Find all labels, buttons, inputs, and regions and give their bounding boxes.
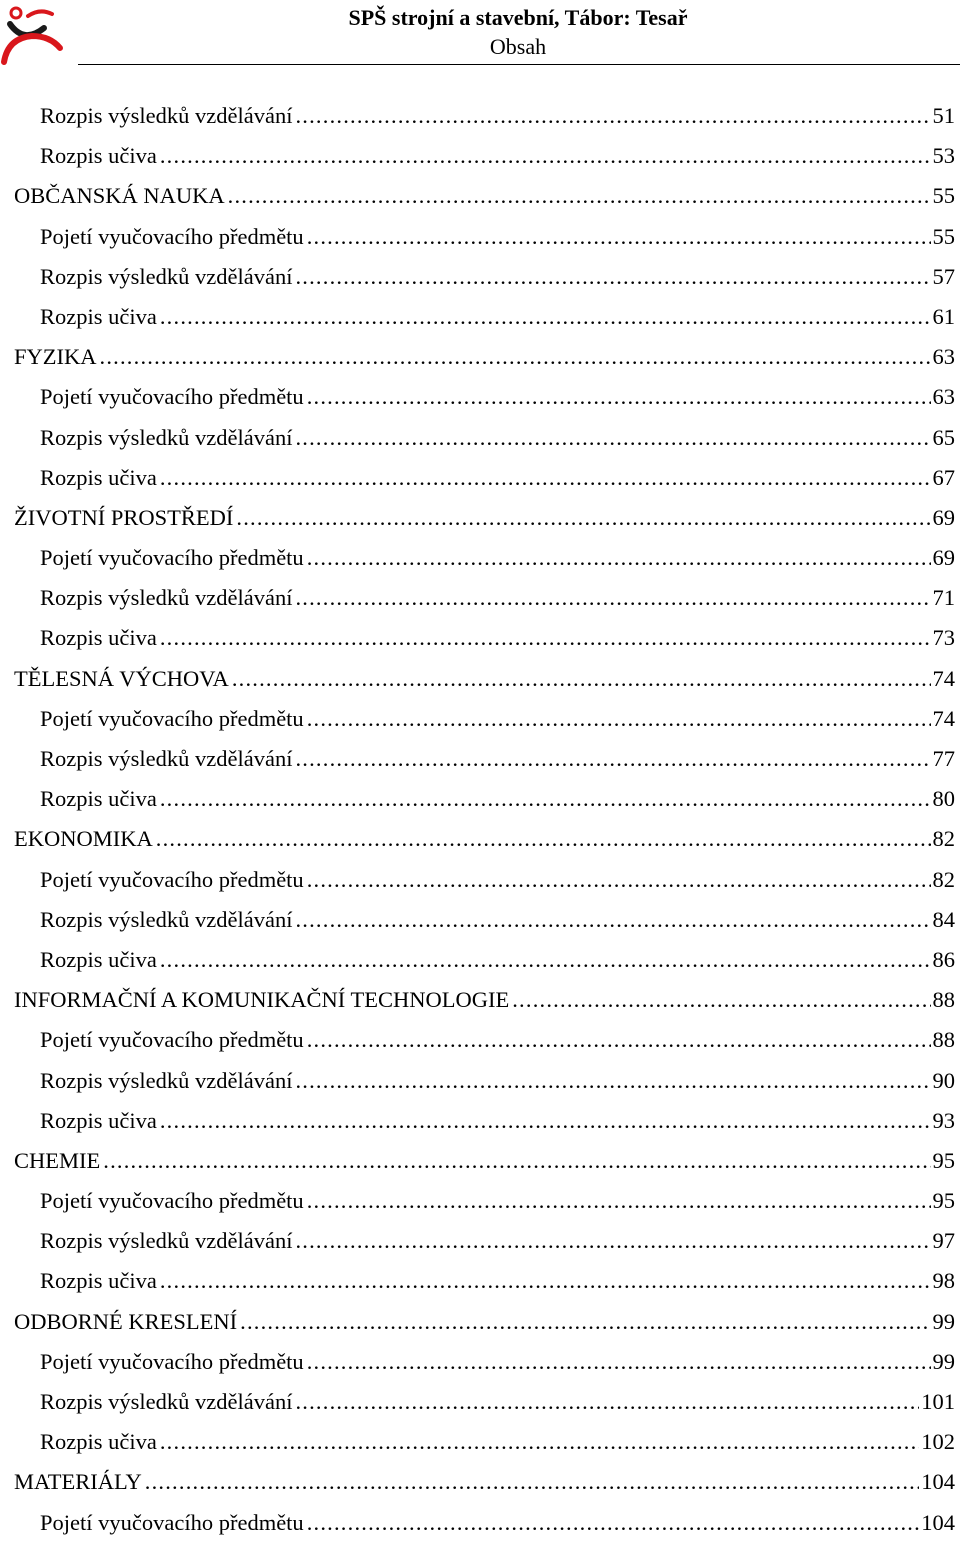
- toc-page-number[interactable]: 65: [932, 424, 955, 450]
- toc-entry-subsection[interactable]: [0, 297, 960, 337]
- toc-entry-subsection[interactable]: [0, 377, 960, 417]
- toc-entry-section[interactable]: [0, 337, 960, 377]
- toc-entry-label[interactable]: Rozpis učiva: [40, 143, 157, 169]
- toc-dot-leader: [307, 538, 931, 578]
- toc-page-number[interactable]: 61: [932, 303, 955, 329]
- toc-entry-label[interactable]: Pojetí vyučovacího předmětu: [40, 545, 304, 571]
- toc-page-number[interactable]: 63: [932, 344, 955, 370]
- toc-entry-label[interactable]: Rozpis výsledků vzdělávání: [40, 906, 293, 932]
- toc-dot-leader: [160, 136, 931, 176]
- toc-entry-subsection[interactable]: [0, 257, 960, 297]
- toc-page-number[interactable]: 53: [932, 143, 955, 169]
- toc-entry-label[interactable]: TĚLESNÁ VÝCHOVA: [14, 665, 229, 691]
- toc-entry-subsection[interactable]: [0, 96, 960, 136]
- toc-entry-subsection[interactable]: [0, 136, 960, 176]
- toc-dot-leader: [295, 1221, 930, 1261]
- toc-entry-label[interactable]: Rozpis výsledků vzdělávání: [40, 1228, 293, 1254]
- toc-dot-leader: [236, 498, 930, 538]
- toc-dot-leader: [160, 940, 931, 980]
- school-logo-icon: [0, 4, 66, 66]
- toc-dot-leader: [160, 1422, 919, 1462]
- toc-dot-leader: [160, 458, 931, 498]
- toc-page-number[interactable]: 84: [932, 906, 955, 932]
- toc-entry-subsection[interactable]: [0, 1342, 960, 1382]
- toc-entry-subsection[interactable]: [0, 1181, 960, 1221]
- toc-page-number[interactable]: 99: [932, 1348, 955, 1374]
- toc-entry-label[interactable]: Pojetí vyučovacího předmětu: [40, 705, 304, 731]
- toc-dot-leader: [307, 377, 931, 417]
- toc-page-number[interactable]: 90: [932, 1067, 955, 1093]
- toc-entry-label[interactable]: OBČANSKÁ NAUKA: [14, 183, 225, 209]
- toc-entry-label[interactable]: Rozpis výsledků vzdělávání: [40, 585, 293, 611]
- toc-page-number[interactable]: 104: [921, 1469, 955, 1495]
- toc-entry-label[interactable]: Rozpis učiva: [40, 303, 157, 329]
- toc-page-number[interactable]: 82: [932, 866, 955, 892]
- toc-entry-subsection[interactable]: [0, 1422, 960, 1462]
- toc-dot-leader: [160, 618, 931, 658]
- toc-entry-section[interactable]: [0, 980, 960, 1020]
- toc-entry-subsection[interactable]: [0, 739, 960, 779]
- toc-page-number[interactable]: 82: [932, 826, 955, 852]
- toc-entry-subsection[interactable]: [0, 699, 960, 739]
- toc-entry-subsection[interactable]: [0, 1061, 960, 1101]
- toc-dot-leader: [295, 96, 930, 136]
- toc-dot-leader: [307, 699, 931, 739]
- toc-entry-label[interactable]: ODBORNÉ KRESLENÍ: [14, 1308, 238, 1334]
- toc-dot-leader: [295, 1382, 919, 1422]
- toc-entry-label[interactable]: Pojetí vyučovacího předmětu: [40, 1348, 304, 1374]
- toc-entry-label[interactable]: MATERIÁLY: [14, 1469, 142, 1495]
- toc-entry-subsection[interactable]: [0, 418, 960, 458]
- toc-entry-section[interactable]: [0, 659, 960, 699]
- toc-page-number[interactable]: 55: [932, 223, 955, 249]
- toc-page-number[interactable]: 69: [932, 504, 955, 530]
- toc-entry-section[interactable]: [0, 1462, 960, 1502]
- toc-entry-label[interactable]: ŽIVOTNÍ PROSTŘEDÍ: [14, 504, 234, 530]
- toc-page-number[interactable]: 69: [932, 545, 955, 571]
- toc-page-number[interactable]: 86: [932, 946, 955, 972]
- toc-dot-leader: [160, 297, 931, 337]
- toc-dot-leader: [307, 1020, 931, 1060]
- header-divider: [78, 64, 960, 65]
- toc-dot-leader: [307, 860, 931, 900]
- toc-dot-leader: [307, 1342, 931, 1382]
- toc-page-number[interactable]: 98: [932, 1268, 955, 1294]
- table-of-contents: [0, 96, 960, 1543]
- toc-dot-leader: [100, 337, 931, 377]
- toc-page-number[interactable]: 63: [932, 384, 955, 410]
- toc-entry-label[interactable]: INFORMAČNÍ A KOMUNIKAČNÍ TECHNOLOGIE: [14, 987, 510, 1013]
- toc-entry-subsection[interactable]: [0, 900, 960, 940]
- toc-entry-subsection[interactable]: [0, 940, 960, 980]
- toc-page-number[interactable]: 93: [932, 1107, 955, 1133]
- toc-entry-subsection[interactable]: [0, 779, 960, 819]
- toc-dot-leader: [240, 1302, 930, 1342]
- toc-dot-leader: [160, 779, 931, 819]
- toc-page-number[interactable]: 104: [921, 1509, 955, 1535]
- toc-entry-label[interactable]: CHEMIE: [14, 1147, 101, 1173]
- toc-entry-subsection[interactable]: [0, 860, 960, 900]
- toc-entry-subsection[interactable]: [0, 458, 960, 498]
- toc-dot-leader: [295, 418, 930, 458]
- toc-entry-label[interactable]: Rozpis výsledků vzdělávání: [40, 424, 293, 450]
- toc-entry-section[interactable]: [0, 176, 960, 216]
- toc-page-number[interactable]: 67: [932, 464, 955, 490]
- toc-entry-subsection[interactable]: [0, 578, 960, 618]
- toc-dot-leader: [103, 1141, 930, 1181]
- toc-entry-section[interactable]: [0, 1141, 960, 1181]
- toc-page-number[interactable]: 57: [932, 263, 955, 289]
- toc-entry-subsection[interactable]: [0, 1101, 960, 1141]
- toc-entry-section[interactable]: [0, 498, 960, 538]
- toc-entry-label[interactable]: Pojetí vyučovacího předmětu: [40, 1509, 304, 1535]
- toc-dot-leader: [145, 1462, 920, 1502]
- toc-page-number[interactable]: 74: [932, 705, 955, 731]
- toc-entry-subsection[interactable]: [0, 538, 960, 578]
- toc-dot-leader: [295, 1061, 930, 1101]
- toc-entry-label[interactable]: Rozpis učiva: [40, 1429, 157, 1455]
- toc-entry-label[interactable]: Rozpis výsledků vzdělávání: [40, 1067, 293, 1093]
- document-title: SPŠ strojní a stavební, Tábor: Tesař: [348, 5, 688, 30]
- toc-entry-label[interactable]: Rozpis učiva: [40, 464, 157, 490]
- toc-dot-leader: [160, 1261, 931, 1301]
- toc-page-number[interactable]: 102: [921, 1429, 955, 1455]
- toc-dot-leader: [295, 900, 930, 940]
- toc-entry-subsection[interactable]: [0, 1221, 960, 1261]
- toc-page-number[interactable]: 80: [932, 786, 955, 812]
- section-title: Obsah: [489, 34, 547, 59]
- toc-entry-label[interactable]: Rozpis učiva: [40, 1268, 157, 1294]
- toc-entry-label[interactable]: Pojetí vyučovacího předmětu: [40, 1188, 304, 1214]
- toc-entry-label[interactable]: FYZIKA: [14, 344, 97, 370]
- toc-page-number[interactable]: 101: [921, 1389, 955, 1414]
- toc-dot-leader: [232, 659, 931, 699]
- toc-entry-label[interactable]: Pojetí vyučovacího předmětu: [40, 1027, 304, 1053]
- toc-dot-leader: [295, 578, 930, 618]
- toc-entry-label[interactable]: Rozpis výsledků vzdělávání: [40, 1389, 293, 1414]
- toc-page-number[interactable]: 97: [932, 1228, 955, 1254]
- toc-entry-subsection[interactable]: [0, 1382, 960, 1422]
- toc-page-number[interactable]: 99: [932, 1308, 955, 1334]
- toc-entry-subsection[interactable]: [0, 1020, 960, 1060]
- toc-entry-label[interactable]: Rozpis učiva: [40, 786, 157, 812]
- toc-entry-section[interactable]: [0, 819, 960, 859]
- toc-dot-leader: [295, 257, 930, 297]
- toc-page-number[interactable]: 55: [932, 183, 955, 209]
- toc-dot-leader: [156, 819, 931, 859]
- toc-dot-leader: [295, 739, 930, 779]
- toc-dot-leader: [307, 1181, 931, 1221]
- toc-page-number[interactable]: 77: [932, 746, 955, 771]
- toc-page-number[interactable]: 74: [932, 665, 955, 691]
- toc-entry-label[interactable]: Rozpis učiva: [40, 1107, 157, 1133]
- toc-entry-label[interactable]: Pojetí vyučovacího předmětu: [40, 866, 304, 892]
- toc-entry-section[interactable]: [0, 1302, 960, 1342]
- toc-page-number[interactable]: 51: [932, 103, 955, 128]
- toc-entry-label[interactable]: Rozpis učiva: [40, 946, 157, 972]
- toc-entry-label[interactable]: Rozpis výsledků vzdělávání: [40, 103, 293, 128]
- toc-entry-label[interactable]: Rozpis učiva: [40, 625, 157, 651]
- toc-entry-label[interactable]: Rozpis výsledků vzdělávání: [40, 746, 293, 771]
- toc-dot-leader: [228, 176, 931, 216]
- toc-entry-label[interactable]: Rozpis výsledků vzdělávání: [40, 263, 293, 289]
- toc-page-number[interactable]: 73: [932, 625, 955, 651]
- toc-entry-subsection[interactable]: [0, 1503, 960, 1543]
- page-header: [0, 0, 960, 70]
- toc-page-number[interactable]: 88: [932, 1027, 955, 1053]
- toc-entry-subsection[interactable]: [0, 618, 960, 658]
- toc-page-number[interactable]: 88: [932, 987, 955, 1013]
- toc-dot-leader: [160, 1101, 931, 1141]
- toc-entry-label[interactable]: Pojetí vyučovacího předmětu: [40, 384, 304, 410]
- toc-entry-subsection[interactable]: [0, 217, 960, 257]
- toc-entry-label[interactable]: Pojetí vyučovacího předmětu: [40, 223, 304, 249]
- toc-dot-leader: [307, 1503, 920, 1543]
- toc-dot-leader: [512, 980, 930, 1020]
- toc-page-number[interactable]: 95: [932, 1188, 955, 1214]
- toc-page-number[interactable]: 95: [932, 1147, 955, 1173]
- toc-dot-leader: [307, 217, 931, 257]
- toc-entry-label[interactable]: EKONOMIKA: [14, 826, 153, 852]
- toc-page-number[interactable]: 71: [932, 585, 955, 611]
- toc-entry-subsection[interactable]: [0, 1261, 960, 1301]
